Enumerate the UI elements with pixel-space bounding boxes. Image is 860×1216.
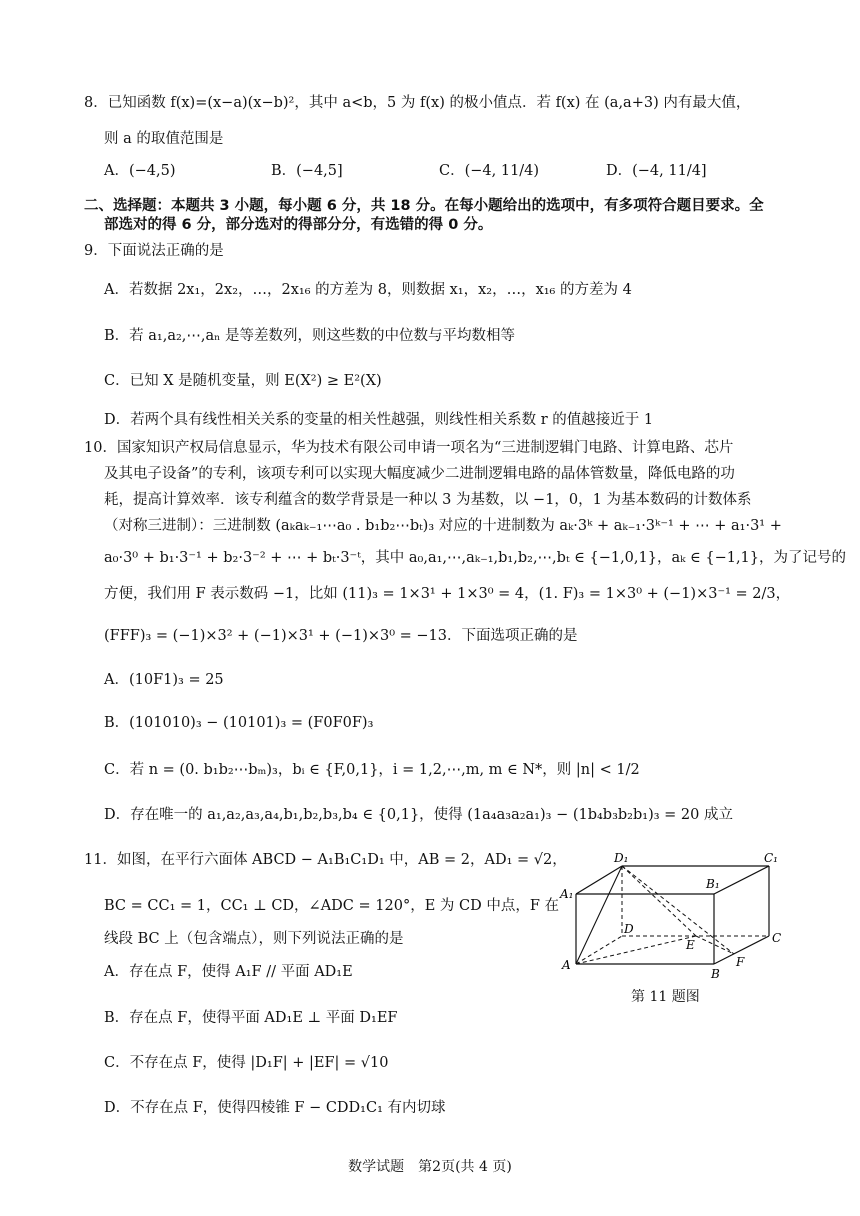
line-ef-hidden — [696, 936, 734, 954]
q10-option-d: D．存在唯一的 a₁,a₂,a₃,a₄,b₁,b₂,b₃,b₄ ∈ {0,1}，使得 (1a₄a₃a₂a₁)₃ − (1b₄b₃b₂b₁)₃ = 20 成立 — [104, 807, 733, 823]
q11-stem-line2: BC = CC₁ = 1，CC₁ ⊥ CD，∠ADC = 120°，E 为 CD 中点，F 在 — [104, 898, 559, 914]
q11-stem-line3: 线段 BC 上（包含端点），则下列说法正确的是 — [104, 931, 404, 947]
q10-stem-line5: a₀·3⁰ + b₁·3⁻¹ + b₂·3⁻² + ⋯ + bₜ·3⁻ᵗ，其中 a₀,a₁,⋯,aₖ₋₁,b₁,b₂,⋯,bₜ ∈ {−1,0,1}，aₖ ∈ {−1,1}，为了记号的 — [104, 550, 847, 566]
label-b: B — [711, 967, 720, 981]
q8-stem-line1: 8．已知函数 f(x)=(x−a)(x−b)²，其中 a<b，5 为 f(x) 的极小值点．若 f(x) 在 (a,a+3) 内有最大值， — [84, 95, 751, 111]
label-d1: D₁ — [614, 851, 629, 865]
section2-heading-line1: 二、选择题：本题共 3 小题，每小题 6 分，共 18 分。在每小题给出的选项中，有多项符合题目要求。全 — [84, 198, 764, 214]
label-a1: A₁ — [560, 887, 574, 901]
label-f: F — [736, 955, 745, 969]
q11-figure-caption: 第 11 题图 — [631, 989, 700, 1005]
q10-stem-line1: 10．国家知识产权局信息显示，华为技术有限公司申请一项名为“三进制逻辑门电路、计算电路、芯片 — [84, 440, 734, 456]
q8-stem-line2: 则 a 的取值范围是 — [104, 131, 224, 147]
label-d: D — [624, 922, 634, 936]
edge-b1c1 — [714, 866, 769, 894]
q8-option-a: A．(−4,5) — [104, 163, 176, 179]
section2-heading-line2: 部选对的得 6 分，部分选对的得部分分，有选错的得 0 分。 — [104, 217, 493, 233]
q11-option-c: C．不存在点 F，使得 |D₁F| + |EF| = √10 — [104, 1055, 389, 1071]
q9-option-d: D．若两个具有线性相关关系的变量的相关性越强，则线性相关系数 r 的值越接近于 1 — [104, 412, 654, 428]
q9-stem: 9．下面说法正确的是 — [84, 243, 224, 259]
label-c: C — [772, 931, 782, 945]
q11-option-b: B．存在点 F，使得平面 AD₁E ⊥ 平面 D₁EF — [104, 1010, 398, 1026]
q11-option-d: D．不存在点 F，使得四棱锥 F − CDD₁C₁ 有内切球 — [104, 1100, 446, 1116]
line-ae-hidden — [576, 936, 696, 964]
label-e: E — [686, 938, 695, 952]
q11-parallelepiped-figure — [556, 848, 788, 983]
q10-stem-line3: 耗，提高计算效率．该专利蕴含的数学背景是一种以 3 为基数，以 −1，0，1 为基本数码的计数体系 — [104, 492, 752, 508]
q10-option-b: B．(101010)₃ − (10101)₃ = (F0F0F)₃ — [104, 715, 374, 731]
q10-option-c: C．若 n = (0. b₁b₂⋯bₘ)₃，bᵢ ∈ {F,0,1}，i = 1,2,⋯,m, m ∈ N*，则 |n| < 1/2 — [104, 762, 640, 778]
q8-option-d: D．(−4, 11/4] — [606, 163, 707, 179]
q9-option-c: C．已知 X 是随机变量，则 E(X²) ≥ E²(X) — [104, 373, 382, 389]
label-b1: B₁ — [706, 877, 720, 891]
q10-stem-line6: 方便，我们用 F 表示数码 −1，比如 (11)₃ = 1×3¹ + 1×3⁰ = 4，(1. F)₃ = 1×3⁰ + (−1)×3⁻¹ = 2/3， — [104, 586, 791, 602]
q10-stem-line4: （对称三进制）：三进制数 (aₖaₖ₋₁⋯a₀ . b₁b₂⋯bₜ)₃ 对应的十进制数为 aₖ·3ᵏ + aₖ₋₁·3ᵏ⁻¹ + ⋯ + a₁·3¹ + — [104, 518, 782, 534]
q11-option-a: A．存在点 F，使得 A₁F // 平面 AD₁E — [104, 964, 353, 980]
q10-option-a: A．(10F1)₃ = 25 — [104, 672, 224, 688]
page-footer: 数学试题 第2页(共 4 页) — [348, 1159, 512, 1175]
q9-option-b: B．若 a₁,a₂,⋯,aₙ 是等差数列，则这些数的中位数与平均数相等 — [104, 328, 516, 344]
q8-option-b: B．(−4,5] — [271, 163, 343, 179]
q10-stem-line7: (FFF)₃ = (−1)×3² + (−1)×3¹ + (−1)×3⁰ = −13．下面选项正确的是 — [104, 628, 578, 644]
q9-option-a: A．若数据 2x₁，2x₂，…，2x₁₆ 的方差为 8，则数据 x₁，x₂，…，x₁₆ 的方差为 4 — [104, 282, 632, 298]
label-c1: C₁ — [764, 851, 778, 865]
label-a: A — [562, 958, 571, 972]
q8-option-c: C．(−4, 11/4) — [439, 163, 540, 179]
q11-stem-line1: 11．如图，在平行六面体 ABCD − A₁B₁C₁D₁ 中，AB = 2，AD₁ = √2， — [84, 852, 567, 868]
q10-stem-line2: 及其电子设备”的专利，该项专利可以实现大幅度减少二进制逻辑电路的晶体管数量，降低电路的功 — [104, 466, 735, 482]
